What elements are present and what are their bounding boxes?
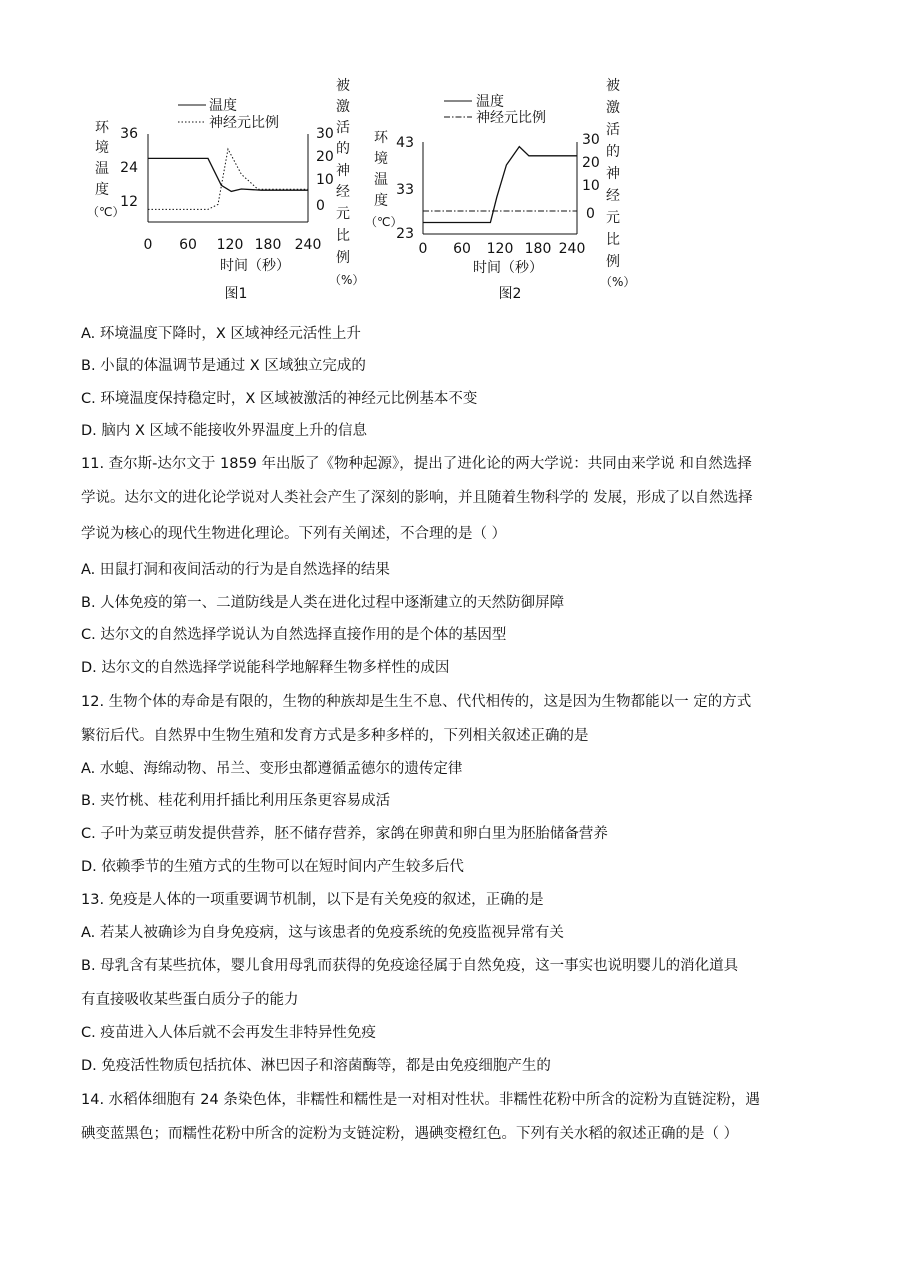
- svg-text:神: 神: [606, 166, 620, 182]
- figure-2: [365, 78, 635, 302]
- svg-text:元: 元: [336, 206, 350, 222]
- text-line: C. 达尔文的自然选择学说认为自然选择直接作用的是个体的基因型: [81, 627, 507, 643]
- right-tick-labels: [316, 126, 334, 214]
- legend-temperature: 温度: [476, 94, 504, 110]
- text-line: D. 脑内 X 区域不能接收外界温度上升的信息: [81, 423, 368, 439]
- svg-text:60: 60: [179, 237, 197, 253]
- svg-text:环: 环: [374, 130, 388, 146]
- svg-text:60: 60: [453, 241, 471, 257]
- figure-caption: 图1: [224, 286, 248, 302]
- text-line: 繁衍后代。自然界中生物生殖和发育方式是多种多样的，下列相关叙述正确的是: [81, 728, 589, 744]
- svg-text:20: 20: [582, 155, 600, 171]
- svg-text:元: 元: [606, 210, 620, 226]
- text-line: C. 子叶为菜豆萌发提供营养，胚不储存营养，家鸽在卵黄和卵白里为胚胎储备营养: [81, 826, 608, 842]
- svg-text:比: 比: [606, 232, 620, 248]
- svg-text:0: 0: [316, 198, 325, 214]
- text-line: 碘变蓝黑色；而糯性花粉中所含的淀粉为支链淀粉，遇碘变橙红色。下列有关水稻的叙述正确的是（ ）: [81, 1126, 739, 1142]
- svg-text:被: 被: [336, 78, 350, 94]
- svg-text:激: 激: [336, 99, 350, 115]
- svg-text:（%）: （%）: [329, 273, 365, 287]
- series-temperature-line: [148, 158, 308, 191]
- svg-text:的: 的: [336, 141, 350, 157]
- left-tick-labels: [120, 126, 138, 210]
- svg-text:境: 境: [374, 151, 388, 167]
- figures-area: [80, 72, 640, 304]
- text-line: B. 小鼠的体温调节是通过 X 区域独立完成的: [81, 358, 366, 374]
- svg-text:12: 12: [120, 194, 138, 210]
- text-line: D. 依赖季节的生殖方式的生物可以在短时间内产生较多后代: [81, 859, 464, 875]
- legend-neuron-ratio: 神经元比例: [476, 110, 546, 126]
- svg-text:（%）: （%）: [600, 275, 636, 289]
- svg-text:温: 温: [95, 161, 109, 177]
- text-line: A. 环境温度下降时，X 区域神经元活性上升: [81, 326, 361, 342]
- text-line: 12. 生物个体的寿命是有限的，生物的种族却是生生不息、代代相传的，这是因为生物都能以一 定的方式: [81, 694, 752, 710]
- right-axis-label: [600, 78, 635, 289]
- left-axis-label: [87, 120, 124, 219]
- text-line: 学说为核心的现代生物进化理论。下列有关阐述，不合理的是（ ）: [81, 526, 507, 542]
- text-line: 13. 免疫是人体的一项重要调节机制，以下是有关免疫的叙述，正确的是: [81, 892, 544, 908]
- svg-text:240: 240: [294, 237, 322, 253]
- text-line: B. 母乳含有某些抗体，婴儿食用母乳而获得的免疫途径属于自然免疫，这一事实也说明婴儿的消化道具: [81, 958, 739, 974]
- svg-text:激: 激: [606, 100, 620, 116]
- svg-text:240: 240: [558, 241, 586, 257]
- text-line: D. 免疫活性物质包括抗体、淋巴因子和溶菌酶等，都是由免疫细胞产生的: [81, 1058, 551, 1074]
- svg-text:0: 0: [143, 237, 153, 253]
- svg-text:33: 33: [396, 182, 414, 198]
- svg-text:23: 23: [396, 226, 414, 242]
- svg-text:（℃）: （℃）: [365, 215, 403, 229]
- x-tick-labels: [144, 237, 322, 253]
- svg-text:境: 境: [95, 140, 109, 156]
- text-line: 学说。达尔文的进化论学说对人类社会产生了深刻的影响，并且随着生物科学的 发展，形成了以自然选择: [81, 490, 753, 506]
- right-axis-label: [329, 78, 364, 287]
- svg-text:180: 180: [524, 241, 552, 257]
- svg-text:36: 36: [120, 126, 138, 142]
- legend-neuron-ratio: 神经元比例: [209, 115, 279, 131]
- svg-text:比: 比: [336, 228, 350, 244]
- text-line: A. 田鼠打洞和夜间活动的行为是自然选择的结果: [81, 562, 390, 578]
- legend-temperature: 温度: [209, 98, 237, 114]
- text-line: A. 若某人被确诊为自身免疫病，这与该患者的免疫系统的免疫监视异常有关: [81, 925, 564, 941]
- svg-text:经: 经: [336, 184, 350, 200]
- right-tick-labels: [582, 132, 600, 222]
- figure-1: [87, 78, 364, 302]
- svg-text:温: 温: [374, 172, 388, 188]
- text-line: A. 水螅、海绵动物、吊兰、变形虫都遵循孟德尔的遗传定律: [81, 761, 463, 777]
- text-line: C. 环境温度保持稳定时，X 区域被激活的神经元比例基本不变: [81, 391, 478, 407]
- text-line: 有直接吸收某些蛋白质分子的能力: [81, 992, 299, 1008]
- svg-text:被: 被: [606, 78, 620, 94]
- svg-text:度: 度: [374, 193, 388, 209]
- x-tick-labels: [419, 241, 586, 257]
- x-axis-label: 时间（秒）: [220, 258, 290, 274]
- svg-text:活: 活: [336, 120, 350, 136]
- svg-text:30: 30: [582, 132, 600, 148]
- svg-text:神: 神: [336, 163, 350, 179]
- text-line: C. 疫苗进入人体后就不会再发生非特异性免疫: [81, 1025, 376, 1041]
- figure-caption: 图2: [498, 286, 522, 302]
- svg-text:例: 例: [606, 254, 620, 270]
- svg-text:180: 180: [254, 237, 282, 253]
- left-tick-labels: [396, 135, 414, 242]
- svg-text:环: 环: [95, 120, 109, 136]
- text-line: 14. 水稻体细胞有 24 条染色体，非糯性和糯性是一对相对性状。非糯性花粉中所含的淀粉为直链淀粉，遇: [81, 1092, 760, 1108]
- svg-text:0: 0: [418, 241, 428, 257]
- text-line: B. 夹竹桃、桂花利用扦插比利用压条更容易成活: [81, 793, 391, 809]
- svg-text:经: 经: [606, 188, 620, 204]
- svg-text:43: 43: [396, 135, 414, 151]
- svg-text:120: 120: [216, 237, 244, 253]
- svg-text:的: 的: [606, 144, 620, 160]
- text-line: 11. 查尔斯-达尔文于 1859 年出版了《物种起源》，提出了进化论的两大学说：共同由来学说 和自然选择: [81, 456, 752, 472]
- text-line: D. 达尔文的自然选择学说能科学地解释生物多样性的成因: [81, 660, 450, 676]
- svg-text:（℃）: （℃）: [87, 205, 125, 219]
- svg-text:10: 10: [582, 178, 600, 194]
- svg-text:20: 20: [316, 149, 334, 165]
- svg-text:24: 24: [120, 160, 138, 176]
- svg-text:活: 活: [606, 122, 620, 138]
- text-line: B. 人体免疫的第一、二道防线是人类在进化过程中逐渐建立的天然防御屏障: [81, 595, 565, 611]
- x-axis-label: 时间（秒）: [473, 260, 543, 276]
- svg-text:120: 120: [486, 241, 514, 257]
- svg-text:30: 30: [316, 126, 334, 142]
- svg-text:度: 度: [95, 182, 109, 198]
- svg-text:10: 10: [316, 172, 334, 188]
- svg-text:0: 0: [586, 206, 595, 222]
- svg-text:例: 例: [336, 250, 350, 266]
